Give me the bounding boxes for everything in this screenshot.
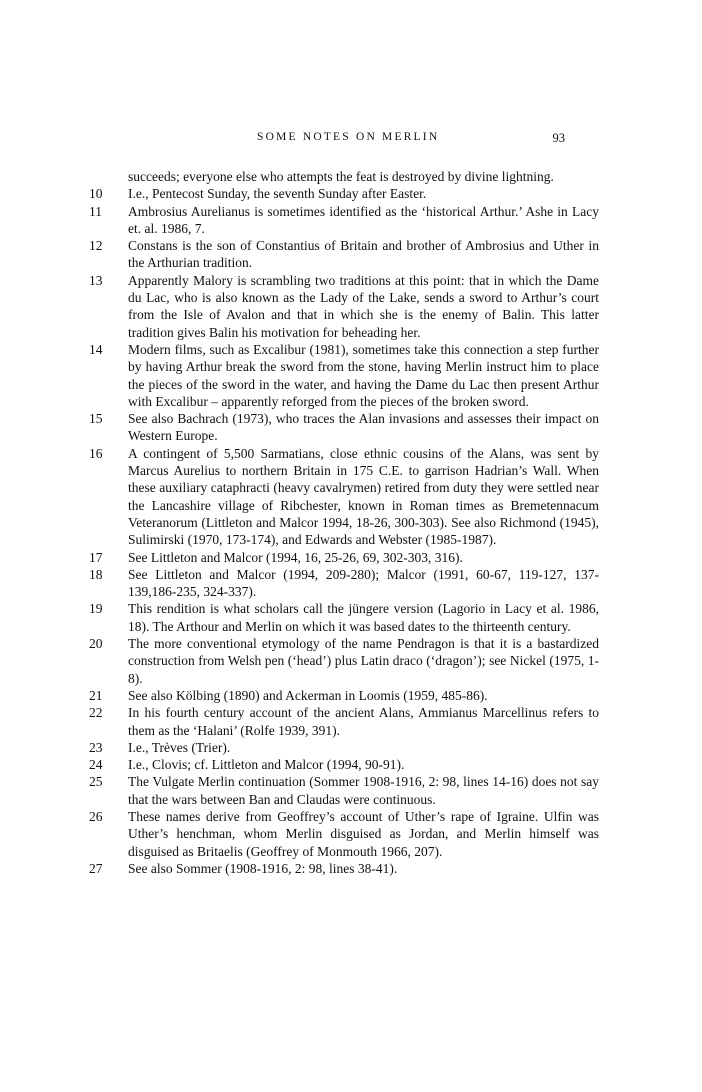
- note-number: 18: [89, 566, 103, 582]
- note-10: [89, 185, 599, 202]
- note-11: [89, 203, 599, 238]
- note-22: [89, 704, 599, 739]
- endnotes-list: [89, 168, 599, 877]
- page-header: [128, 131, 571, 151]
- note-21: [89, 687, 599, 704]
- note-text: Constans is the son of Constantius of Britain and brother of Ambrosius and Uther in the Arthurian tradition.: [128, 238, 599, 271]
- note-text: The Vulgate Merlin continuation (Sommer 1908-1916, 2: 98, lines 14-16) does not say that the wars between Ban and Claudas were continuous.: [128, 774, 599, 807]
- note-25: [89, 773, 599, 808]
- note-text: The more conventional etymology of the name Pendragon is that it is a bastardized construction from Welsh pen (‘head’) plus Latin draco (‘dragon’); see Nickel (1975, 1-8).: [128, 636, 599, 686]
- note-23: [89, 739, 599, 756]
- note-number: 12: [89, 238, 103, 254]
- note-number: 22: [89, 705, 103, 721]
- note-13: [89, 272, 599, 341]
- note-number: 17: [89, 549, 103, 565]
- note-text: See also Sommer (1908-1916, 2: 98, lines 38-41).: [128, 860, 398, 876]
- note-text: I.e., Clovis; cf. Littleton and Malcor (1994, 90-91).: [128, 757, 405, 773]
- running-head: SOME NOTES ON MERLIN: [257, 131, 440, 143]
- note-number: 26: [89, 808, 103, 824]
- note-text: See also Bachrach (1973), who traces the Alan invasions and assesses their impact on Western Europe.: [128, 411, 599, 444]
- note-text: Ambrosius Aurelianus is sometimes identified as the ‘historical Arthur.’ Ashe in Lacy et. al. 1986, 7.: [128, 203, 599, 236]
- note-16: [89, 445, 599, 549]
- note-text: In his fourth century account of the ancient Alans, Ammianus Marcellinus refers to them as the ‘Halani’ (Rolfe 1939, 391).: [128, 705, 599, 738]
- note-text: These names derive from Geoffrey’s account of Uther’s rape of Igraine. Ulfin was Uther’s henchman, whom Merlin disguised as Jordan, and Merlin himself was disguised as Britaelis (Geoffrey of Monmouth 1966, 207).: [128, 808, 599, 859]
- note-27: [89, 860, 599, 877]
- note-number: 25: [89, 774, 103, 790]
- note-text: Apparently Malory is scrambling two traditions at this point: that in which the Dame du Lac, who is also known as the Lady of the Lake, sends a sword to Arthur’s court from the Isle of Avalon and that in which she is the enemy of Balin. This latter tradition gives Balin his motivation for beheading her.: [128, 272, 599, 340]
- note-12: [89, 237, 599, 272]
- note-text: See Littleton and Malcor (1994, 16, 25-26, 69, 302-303, 316).: [128, 549, 463, 565]
- note-number: 15: [89, 411, 103, 427]
- note-text: A contingent of 5,500 Sarmatians, close ethnic cousins of the Alans, was sent by Marcus Aurelius to northern Britain in 175 C.E. to garrison Hadrian’s Wall. When these auxiliary cataphracti (heavy cavalrymen) retired from duty they were settled near the Lancashire village of Ribchester, known in Roman times as Bremetennacum Veteranorum (Littleton and Malcor 1994, 18-26, 300-303). See also Richmond (1945), Sulimirski (1970, 173-174), and Edwards and Webster (1985-1987).: [128, 445, 599, 548]
- note-number: 27: [89, 860, 103, 876]
- note-number: 10: [89, 186, 103, 202]
- note-number: 19: [89, 601, 103, 617]
- note-number: 11: [89, 203, 102, 219]
- note-text: See Littleton and Malcor (1994, 209-280); Malcor (1991, 60-67, 119-127, 137-139,186-235, 324-337).: [128, 566, 599, 600]
- note-17: [89, 549, 599, 566]
- note-number: 21: [89, 687, 103, 703]
- note-19: [89, 600, 599, 635]
- note-number: 13: [89, 272, 103, 288]
- note-14: [89, 341, 599, 410]
- note-number: 24: [89, 757, 103, 773]
- note-number: 20: [89, 636, 103, 652]
- note-text: Modern films, such as Excalibur (1981), sometimes take this connection a step further by having Arthur break the sword from the stone, having Merlin instruct him to place the pieces of the sword in the water, and having the Dame du Lac then present Arthur with Excalibur – apparently reforged from the pieces of the broken sword.: [128, 341, 599, 409]
- note-26: [89, 808, 599, 860]
- note-text: See also Kölbing (1890) and Ackerman in Loomis (1959, 485-86).: [128, 687, 488, 703]
- note-number: 14: [89, 341, 103, 357]
- note-continuation: [89, 168, 599, 185]
- note-text: succeeds; everyone else who attempts the feat is destroyed by divine lightning.: [128, 169, 554, 184]
- note-text: This rendition is what scholars call the jüngere version (Lagorio in Lacy et al. 1986, 18). The Arthour and Merlin on which it was based dates to the thirteenth century.: [128, 601, 599, 634]
- note-number: 16: [89, 445, 103, 461]
- page-number: 93: [552, 131, 565, 145]
- note-15: [89, 410, 599, 445]
- note-number: 23: [89, 739, 103, 755]
- note-20: [89, 635, 599, 687]
- note-text: I.e., Pentecost Sunday, the seventh Sunday after Easter.: [128, 186, 427, 202]
- note-18: [89, 566, 599, 601]
- note-text: I.e., Trèves (Trier).: [128, 739, 231, 755]
- note-24: [89, 756, 599, 773]
